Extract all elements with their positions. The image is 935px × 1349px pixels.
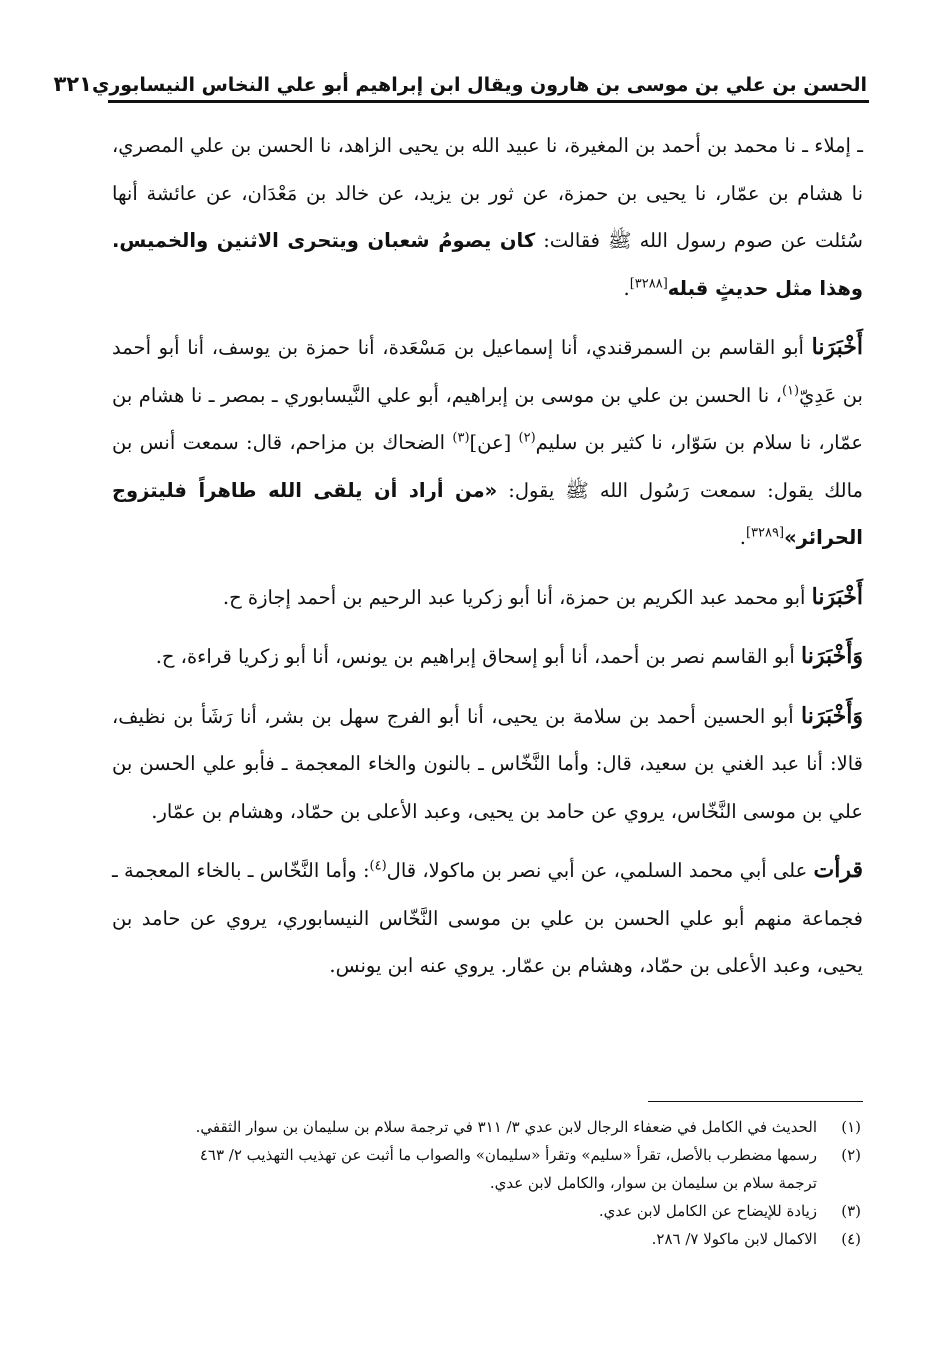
footnote-text: الاكمال لابن ماكولا ٧/ ٢٨٦. [651,1230,817,1248]
footnote [112,1225,861,1253]
paragraph-4 [112,633,863,681]
paragraph-1 [112,122,863,312]
footnote-ref-3: (٣) [452,430,470,446]
footnote-ref-1: (١) [781,383,800,398]
footnote [112,1197,861,1225]
paragraph-lead-word: وَأَخْبَرَنا [801,702,863,729]
running-title: الحسن بن علي بن موسى بن هارون ويقال ابن إبراهيم أبو علي النخاس النيسابوري [91,74,867,96]
footnote-number: (١) [841,1118,861,1136]
paragraph-5 [112,693,863,836]
footnote-number: (٤) [841,1230,861,1248]
footnote-ref-4: (٤) [369,858,387,874]
paragraph-lead-word: أَخْبَرَنا [811,583,863,610]
paragraph-lead-word: أَخْبَرَنا [811,334,863,360]
hadith-number: [٣٢٨٨] [629,276,668,291]
footnote-continuation: ترجمة سلام بن سليمان بن سوار، والكامل لابن عدي. [489,1174,817,1192]
paragraph-2 [112,324,863,562]
paragraph-6 [112,847,863,990]
footnote-number: (٣) [841,1202,861,1220]
paragraph-text: أبو القاسم بن السمرقندي، أنا إسماعيل بن مَسْعَدة، أنا حمزة بن يوسف، أنا أبو أحمد بن عَدِيّ [112,336,863,407]
paragraph-text: على أبي محمد السلمي، عن أبي نصر بن ماكولا، قال [386,859,814,882]
period: . [623,276,630,300]
hadith-text: كان يصومُ شعبان ويتحرى الاثنين والخميس. وهذا مثل حديثٍ قبله [112,229,863,300]
footnote-text: زيادة للإيضاح عن الكامل لابن عدي. [598,1202,817,1220]
footnote [112,1113,861,1141]
paragraph-text: أبو الحسين أحمد بن سلامة بن يحيى، أنا أبو الفرج سهل بن بشر، أنا رَشَأ بن نظيف، قالا: أنا عبد الغني بن سعيد، قال: وأما النَّخّاس ـ بالنون والخاء المعجمة ـ فأبو علي الحسن بن علي بن موسى النَّخّاس، يروي عن حامد بن يحيى، وعبد الأعلى بن حمّاد، وهشام بن عمّار. [112,704,863,823]
paragraph-text: أبو محمد عبد الكريم بن حمزة، أنا أبو زكريا عبد الرحيم بن أحمد إجازة ح. [222,585,812,609]
footnote-text: رسمها مضطرب بالأصل، تقرأ «سليم» وتقرأ «سليمان» والصواب ما أثبت عن تهذيب التهذيب ٢/ ٤٦٣ [199,1146,817,1164]
page-number: ٣٢١ [53,72,92,96]
footnote-number: (٢) [841,1146,861,1164]
footnote [112,1141,861,1169]
header-rule [108,100,869,103]
paragraph-text: [عن] [469,431,519,454]
footnotes [112,1113,861,1253]
paragraph-text: ـ إملاء ـ نا محمد بن أحمد بن المغيرة، نا عبيد الله بن يحيى الزاهد، نا الحسن بن علي المصري، نا هشام بن عمّار، نا يحيى بن حمزة، عن ثور بن يزيد، عن خالد بن مَعْدَان، عن عائشة أنها سُئلت عن صوم رسول الله ﷺ فقالت: [112,134,863,252]
footnote-text: الحديث في الكامل في ضعفاء الرجال لابن عدي ٣/ ٣١١ في ترجمة سلام بن سليمان بن سوار الثقفي. [195,1118,817,1136]
running-header [53,62,867,96]
paragraph-3 [112,574,863,622]
paragraph-lead-word: وَأَخْبَرَنا [801,643,863,669]
footnote-ref-2: (٢) [518,430,536,446]
paragraph-text: أبو القاسم نصر بن أحمد، أنا أبو إسحاق إبراهيم بن يونس، أنا أبو زكريا قراءة، ح. [155,645,802,668]
paragraph-text: : وأما النَّخّاس ـ بالخاء المعجمة ـ فجماعة منهم أبو علي الحسن بن علي بن موسى النَّخّاس النيسابوري، يروي عن حامد بن يحيى، وعبد الأعلى بن حمّاد، وهشام بن عمّار. يروي عنه ابن يونس. [112,859,863,977]
hadith-text: «من أراد أن يلقى الله طاهراً فليتزوج الحرائر» [112,478,863,549]
main-text [112,122,863,990]
paragraph-text: الضحاك بن مزاحم، قال: سمعت أنس بن مالك يقول: سمعت رَسُول الله ﷺ يقول: [112,431,863,502]
paragraph-text: ، نا الحسن بن علي بن موسى بن إبراهيم، أبو علي النَّيسابوري ـ بمصر ـ نا هشام بن عمّار، نا سلام بن سَوّار، نا كثير بن سليم [112,383,863,454]
period: . [739,526,746,549]
paragraph-lead-word: قرأت [813,857,863,883]
hadith-number: [٣٢٨٩] [745,525,785,541]
footnote-rule [648,1101,863,1102]
